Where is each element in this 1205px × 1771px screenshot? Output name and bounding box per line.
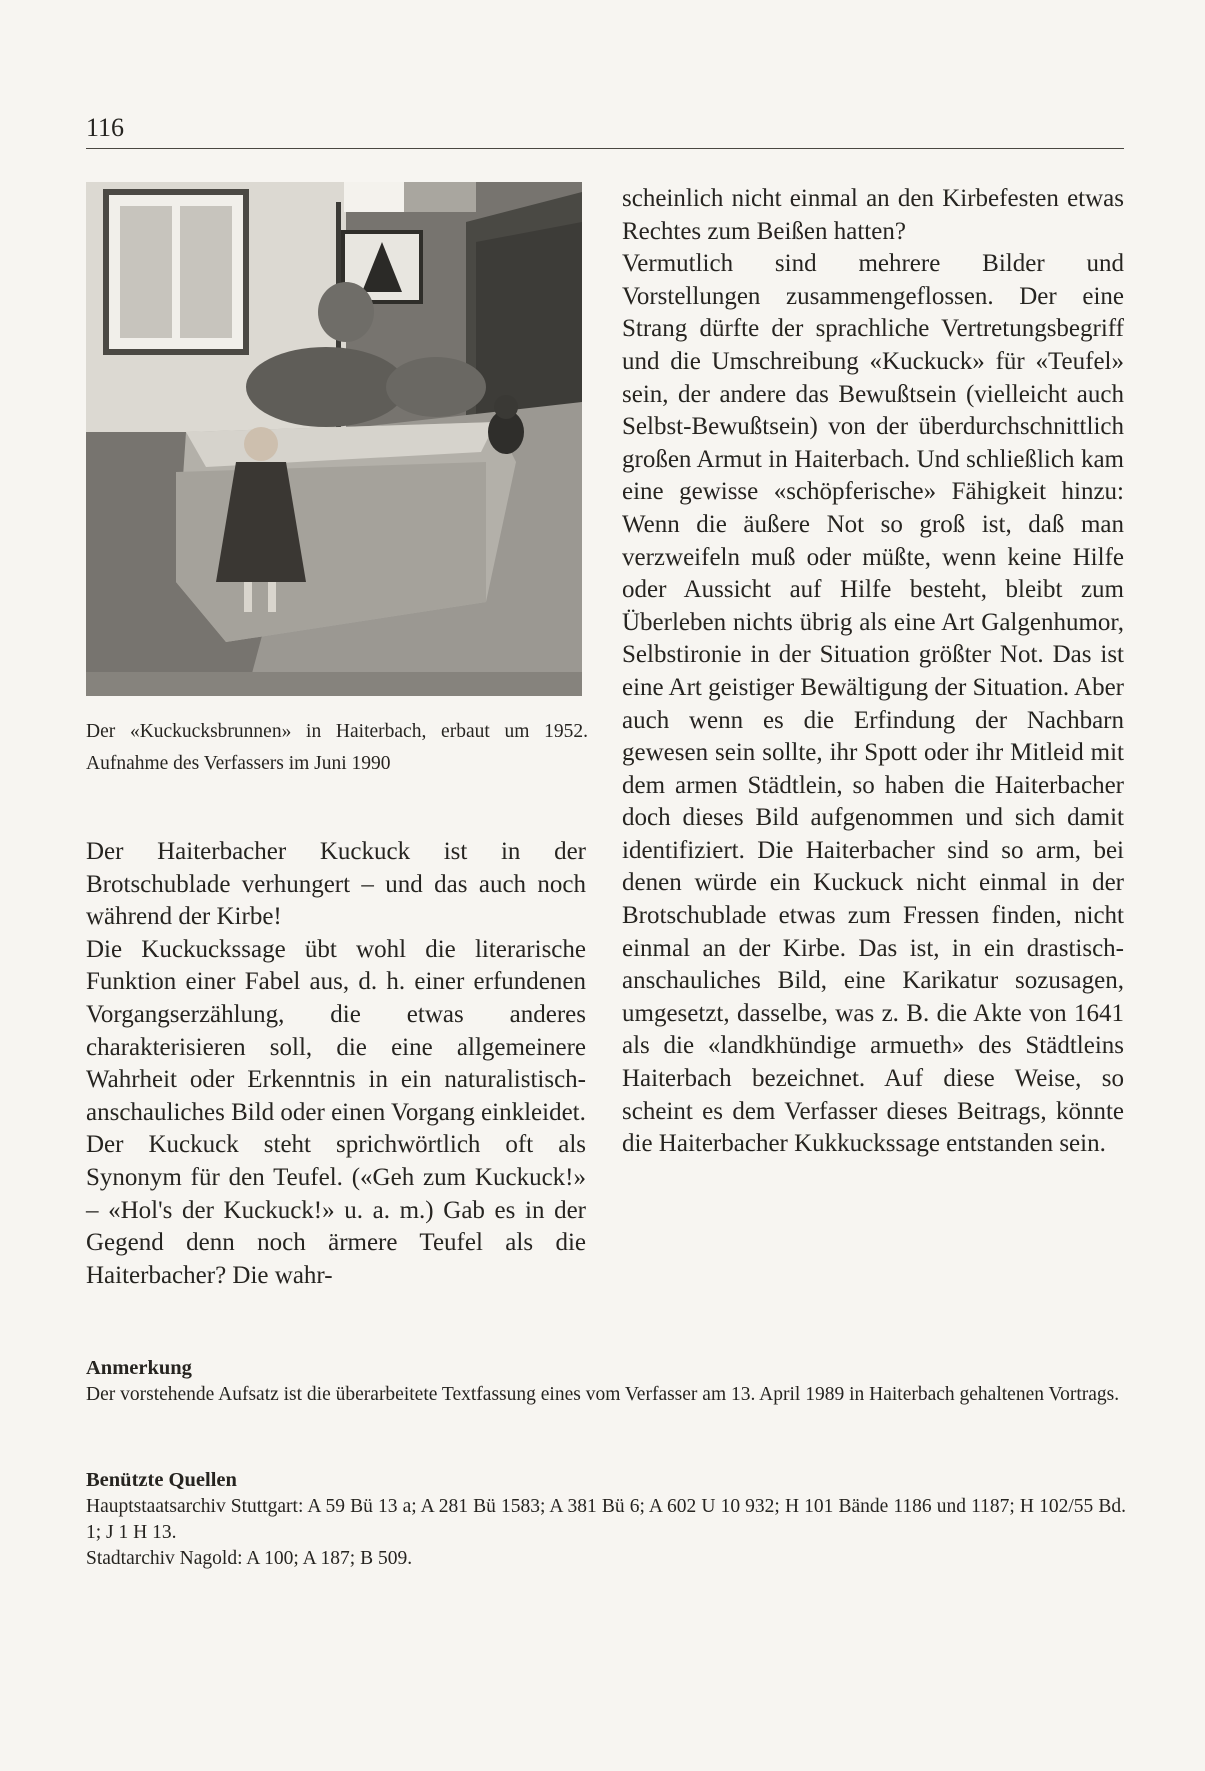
source-entry: Stadtarchiv Nagold: A 100; A 187; B 509. bbox=[86, 1548, 413, 1569]
notes-text: Der vorstehende Aufsatz ist die überarbeitete Textfassung eines vom Verfasser am 13. April 1989 in Haiterbach gehaltenen Vortrags. bbox=[86, 1384, 1120, 1405]
paragraph: Vermutlich sind mehrere Bilder und Vorstellungen zusammengeflossen. Der eine Strang dürfte der sprachliche Vertretungsbegriff und die Umschreibung «Kuckuck» für «Teufel» sein, der andere das Bewußtsein (vielleicht auch Selbst-Bewußtsein) von der überdurchschnittlich großen Armut in Haiterbach. Und schließlich kam eine gewisse «schöpferische» Fähigkeit hinzu: Wenn die äußere Not so groß ist, daß man verzweifeln muß oder müßte, wenn keine Hilfe oder Aussicht auf Hilfe besteht, bleibt zum Überleben nichts übrig als eine Art Galgenhumor, Selbstironie in der Situation größter Not. Das ist eine Art geistiger Bewältigung der Situation. Aber auch wenn es die Erfindung der Nachbarn gewesen sein sollte, ihr Spott oder ihr Mitleid mit dem armen Städtlein, so haben die Haiterbacher doch dieses Bild aufgenommen und sich damit identifiziert. Die Haiterbacher sind so arm, bei denen würde ein Kuckuck nicht einmal in der Brotschublade etwas zum Fressen finden, nicht einmal an der Kirbe. Das ist, in ein drastisch-anschauliches Bild, eine Karikatur sozusagen, umgesetzt, dasselbe, was z. B. die Akte von 1641 als die «landkhündige armueth» des Städtleins Haiterbach bezeichnet. Auf diese Weise, so scheint es dem Verfasser dieses Beitrags, könnte die Haiterbacher Kukkuckssage entstanden sein. bbox=[622, 250, 1124, 1158]
figure-caption: Der «Kuckucksbrunnen» in Haiterbach, erbaut um 1952. Aufnahme des Verfassers im Juni 1990 bbox=[86, 721, 588, 774]
sources-heading: Benützte Quellen bbox=[86, 1469, 237, 1491]
source-entry: Hauptstaatsarchiv Stuttgart: A 59 Bü 13 a; A 281 Bü 1583; A 381 Bü 6; A 602 U 10 932; H 101 Bände 1186 und 1187; H 102/55 Bd. 1; J 1 H 13. bbox=[86, 1496, 1126, 1543]
paragraph: scheinlich nicht einmal an den Kirbefesten etwas Rechtes zum Beißen hatten? bbox=[622, 185, 1124, 245]
paragraph: Der Haiterbacher Kuckuck ist in der Brotschublade verhungert – und das auch noch während der Kirbe! bbox=[86, 838, 586, 931]
paragraph: Der Kuckuck steht sprichwörtlich oft als Synonym für den Teufel. («Geh zum Kuckuck!» – «Hol's der Kuckuck!» u. a. m.) Gab es in der Gegend denn noch ärmere Teufel als die Haiterbacher? Die wahr- bbox=[86, 1131, 586, 1289]
sources-section bbox=[86, 1466, 1126, 1572]
header-rule bbox=[86, 148, 1124, 149]
page-number: 116 bbox=[86, 113, 125, 142]
left-column bbox=[86, 836, 586, 1292]
fountain-photo bbox=[86, 182, 582, 696]
paragraph: Die Kuckuckssage übt wohl die literarische Funktion einer Fabel aus, d. h. einer erfundenen Vorgangserzählung, die etwas anderes charakterisieren soll, die eine allgemeinere Wahrheit oder Erkenntnis in ein naturalistisch-anschauliches Bild oder einen Vorgang einkleidet. bbox=[86, 935, 586, 1126]
notes-section bbox=[86, 1354, 1126, 1408]
right-column bbox=[622, 183, 1124, 1161]
notes-heading: Anmerkung bbox=[86, 1357, 192, 1379]
